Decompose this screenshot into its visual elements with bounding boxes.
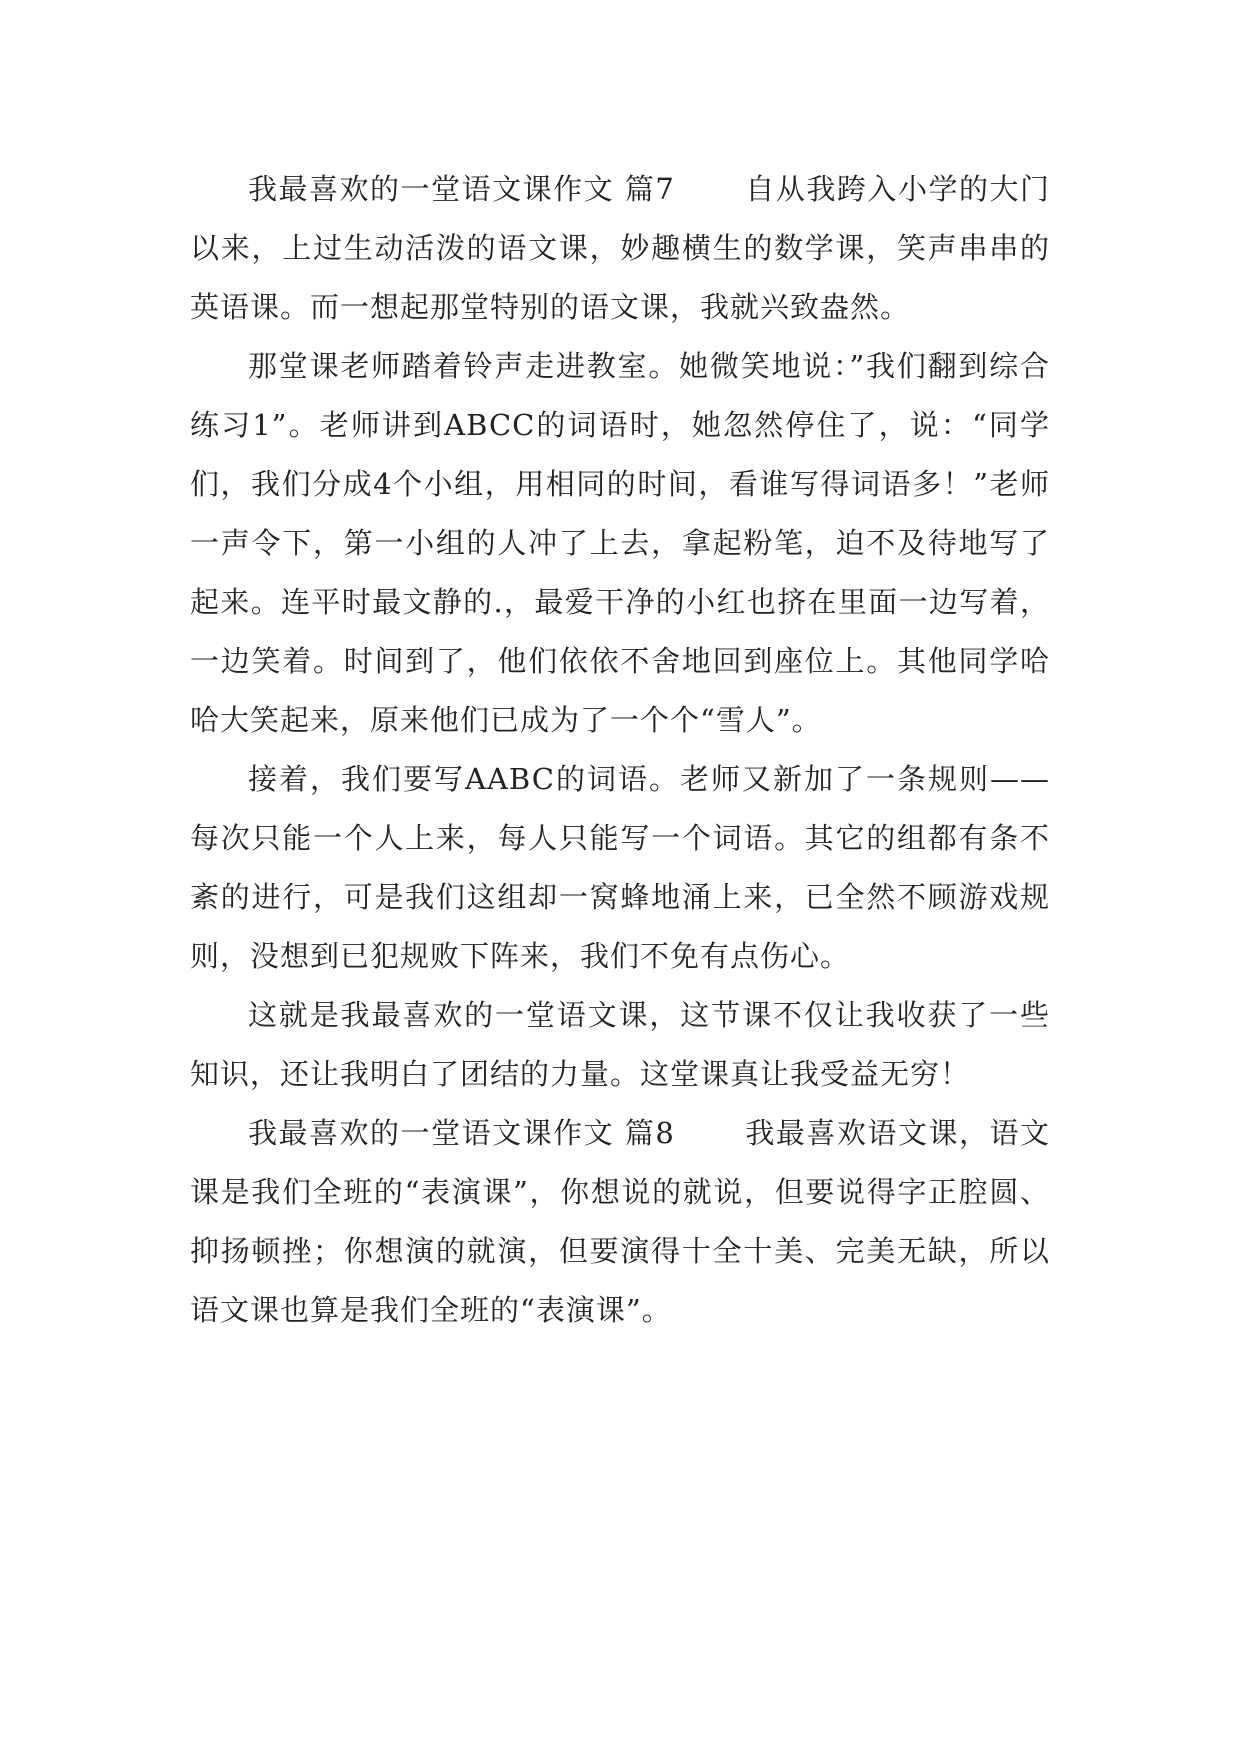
essay-8-heading: 我最喜欢的一堂语文课作文 篇8: [248, 1116, 675, 1150]
paragraph-essay-7-intro: [190, 160, 1050, 337]
paragraph-text: 我最喜欢语文课，语文课是我们全班的“表演课”，你想说的就说，但要说得字正腔圆、抑扬顿挫；你想演的就演，但要演得十全十美、完美无缺，所以语文课也算是我们全班的“表演课”。: [190, 1116, 1050, 1327]
essay-7-heading: 我最喜欢的一堂语文课作文 篇7: [248, 172, 675, 206]
paragraph-text: 自从我跨入小学的大门以来，上过生动活泼的语文课，妙趣横生的数学课，笑声串串的英语课。而一想起那堂特别的语文课，我就兴致盎然。: [190, 172, 1050, 324]
paragraph-3: 接着，我们要写AABC的词语。老师又新加了一条规则——每次只能一个人上来，每人只能写一个词语。其它的组都有条不紊的进行，可是我们这组却一窝蜂地涌上来，已全然不顾游戏规则，没想到已犯规败下阵来，我们不免有点伤心。: [190, 762, 1050, 973]
paragraph-4: 这就是我最喜欢的一堂语文课，这节课不仅让我收获了一些知识，还让我明白了团结的力量。这堂课真让我受益无穷！: [190, 998, 1050, 1091]
document-body: [190, 160, 1050, 1340]
paragraph-2: 那堂课老师踏着铃声走进教室。她微笑地说：”我们翻到综合练习1”。老师讲到ABCC的词语时，她忽然停住了，说：“同学们，我们分成4个小组，用相同的时间，看谁写得词语多！”老师一声令下，第一小组的人冲了上去，拿起粉笔，迫不及待地写了起来。连平时最文静的.，最爱干净的小红也挤在里面一边写着，一边笑着。时间到了，他们依依不舍地回到座位上。其他同学哈哈大笑起来，原来他们已成为了一个个“雪人”。: [190, 349, 1050, 737]
paragraph-essay-8-intro: [190, 1104, 1050, 1340]
